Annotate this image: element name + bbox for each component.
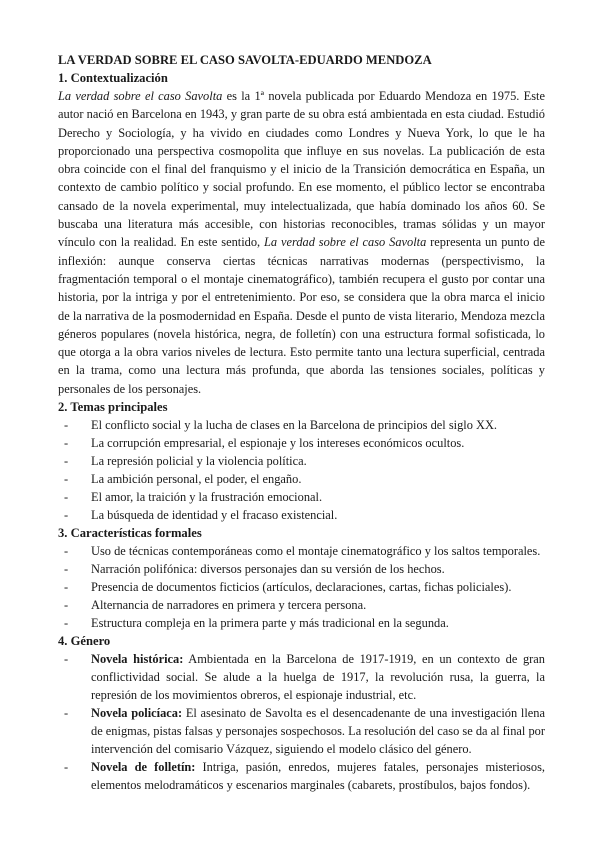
section-heading-caracteristicas: 3. Características formales (58, 526, 202, 541)
list-item: - Estructura compleja en la primera parte y más tradicional en la segunda. (64, 616, 449, 631)
list-item: - El amor, la traición y la frustración emocional. (64, 490, 323, 505)
list-item: - Novela de folletín: Intriga, pasión, enredos, mujeres fatales, personajes misteriosos, elementos melodramáticos y escenarios marginales (cabarets, prostíbulos, bajos fondos). (64, 760, 545, 793)
genre-label: Novela de folletín: (91, 760, 196, 775)
section-heading-genero: 4. Género (58, 634, 111, 649)
book-title-italic: La verdad sobre el caso Savolta (58, 89, 223, 103)
context-text-part2: representa un punto de inflexión: aunque conserva ciertas técnicas narrativas modernas (perspectivismo, la fragmentación temporal o el montaje cinematográfico), también recupera el gusto por contar una historia, por la intriga y por el entretenimiento. Por eso, se considera que la obra marca el inicio de la narrativa de la posmodernidad en España. Desde el punto de vista literario, Mendoza mezcla géneros populares (novela histórica, negra, de folletín) con una estructura formal sofisticada, lo que otorga a la obra varios niveles de lectura. Esto permite tanto una lectura superficial, centrada en la trama, como una lectura más profunda, que aborda las tensiones sociales, políticas y personales de los personajes. (58, 235, 545, 396)
list-item: - La corrupción empresarial, el espionaje y los intereses económicos ocultos. (64, 436, 465, 451)
list-item: - La ambición personal, el poder, el engaño. (64, 472, 302, 487)
list-item: - Uso de técnicas contemporáneas como el montaje cinematográfico y los saltos temporales. (64, 544, 541, 559)
section-heading-temas: 2. Temas principales (58, 400, 168, 415)
list-item: - La represión policial y la violencia política. (64, 454, 307, 469)
genre-label: Novela policíaca: (91, 706, 183, 721)
list-item: - La búsqueda de identidad y el fracaso existencial. (64, 508, 338, 523)
list-item: - El conflicto social y la lucha de clases en la Barcelona de principios del siglo XX. (64, 418, 498, 433)
list-item: - Novela histórica: Ambientada en la Barcelona de 1917-1919, en un contexto de gran conflictividad social. Se alude a la huelga de 1917, la revolución rusa, la guerra, la represión de los movimientos obreros, el espionaje industrial, etc. (64, 652, 545, 703)
document-title: LA VERDAD SOBRE EL CASO SAVOLTA-EDUARDO MENDOZA (58, 53, 432, 67)
list-item: - Narración polifónica: diversos personajes dan su versión de los hechos. (64, 562, 445, 577)
genre-label: Novela histórica: (91, 652, 184, 667)
book-title-italic: La verdad sobre el caso Savolta (264, 235, 427, 250)
temas-list (58, 416, 545, 524)
genero-list (58, 650, 545, 794)
list-item: - Alternancia de narradores en primera y tercera persona. (64, 598, 367, 613)
list-item: - Novela policíaca: El asesinato de Savolta es el desencadenante de una investigación llena de enigmas, pistas falsas y personajes sospechosos. La resolución del caso se da al final por intervención del comisario Vázquez, siguiendo el modelo clásico del género. (64, 706, 545, 757)
section-heading-contextualizacion: 1. Contextualización (58, 71, 168, 85)
context-paragraph (58, 87, 545, 398)
list-item: - Presencia de documentos ficticios (artículos, declaraciones, cartas, fichas policiales). (64, 580, 512, 595)
caracteristicas-list (58, 542, 545, 632)
context-text-part1: es la 1ª novela publicada por Eduardo Mendoza en 1975. Este autor nació en Barcelona en 1943, y gran parte de su obra está ambientada en esta ciudad. Estudió Derecho y Sociología, y ha vivido en ciudades como Londres y Nueva York, lo que le ha proporcionado una perspectiva cosmopolita que influye en sus novelas. La publicación de esta obra coincide con el final del franquismo y el inicio de la Transición democrática en España, un contexto de cambio político y social profundo. En ese momento, el público lector se encontraba cansado de la novela experimental, muy intelectualizada, que había dominado los años 60. Se buscaba una literatura más accesible, con historias reconocibles, tramas sólidas y un mayor vínculo con la realidad. En este sentido, (58, 89, 545, 250)
